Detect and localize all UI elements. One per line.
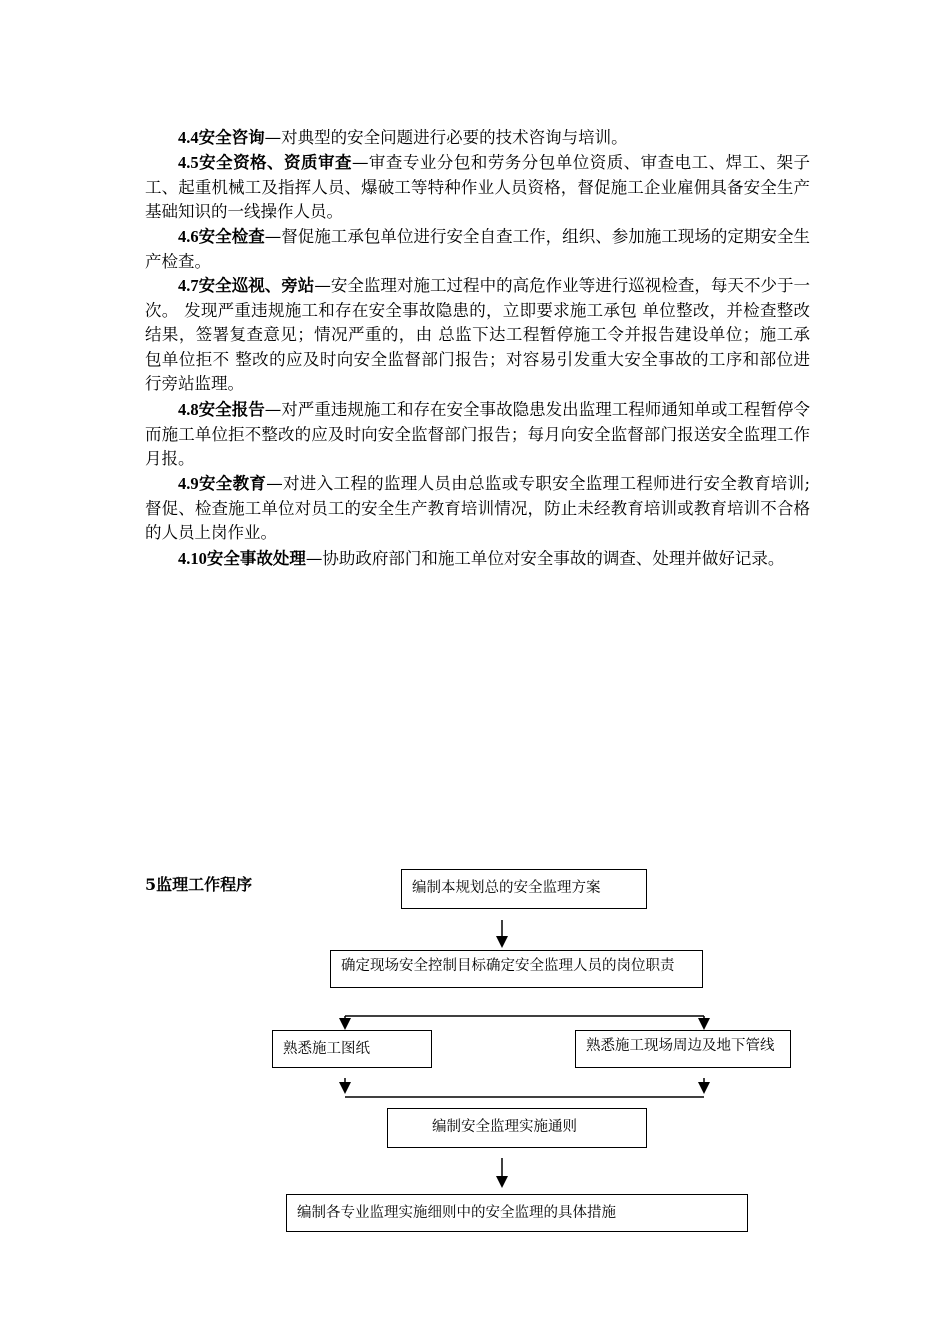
clause-term: 安全巡视、旁站 — [198, 276, 315, 295]
clause-text: —对严重违规施工和存在安全事故隐患发出监理工程师通知单或工程暂停令而施工单位拒不整改的应及时向安全监督部门报告；每月向安全监督部门报送安全监理工作月报。 — [145, 400, 811, 468]
clause-text: —安全监理对施工过程中的高危作业等进行巡视检查，每天不少于一次。 发现严重违规施工和存在安全事故隐患的，立即要求施工承包 单位整改，并检查整改结果，签署复查意见；情况严重的，由 总监下达工程暂停施工令并报告建设单位；施工承包单位拒不 整改的应及时向安全监督部门报告；对容易引发重大安全事故的工序和部位进行旁站监理。 — [145, 276, 811, 393]
clause-number: 4.8 — [178, 400, 199, 419]
clause-number: 4.7 — [178, 276, 199, 295]
clause-number: 4.4 — [178, 128, 199, 147]
clause-number: 4.5 — [178, 153, 199, 172]
section-title: 5监理工作程序 — [145, 875, 253, 894]
flow-step-label: 熟悉施工现场周边及地下管线 — [586, 1038, 775, 1054]
flow-step-4 — [387, 1108, 647, 1148]
flow-step-1 — [401, 869, 647, 909]
clause-term: 安全资格、资质审查 — [198, 153, 352, 172]
clause-text: —协助政府部门和施工单位对安全事故的调查、处理并做好记录。 — [305, 549, 785, 568]
flow-step-3b — [575, 1030, 791, 1068]
clause-term: 安全教育 — [198, 474, 267, 493]
clause-number: 4.9 — [178, 474, 199, 493]
clause-number: 4.10 — [178, 549, 207, 568]
flow-step-2 — [330, 950, 703, 988]
flow-step-label: 熟悉施工图纸 — [283, 1041, 370, 1057]
clause-text: —督促施工承包单位进行安全自查工作，组织、参加施工现场的定期安全生产检查。 — [145, 227, 811, 271]
flow-step-3a — [272, 1030, 432, 1068]
clause-text: —审查专业分包和劳务分包单位资质、审查电工、焊工、架子工、起重机械工及指挥人员、爆破工等特种作业人员资格，督促施工企业雇佣具备安全生产基础知识的一线操作人员。 — [145, 153, 811, 221]
flow-step-label: 确定现场安全控制目标确定安全监理人员的岗位职责 — [341, 958, 675, 974]
flow-step-5 — [286, 1194, 748, 1232]
clause-term: 安全事故处理 — [206, 549, 306, 568]
clause-text: —对进入工程的监理人员由总监或专职安全监理工程师进行安全教育培训;督促、检查施工单位对员工的安全生产教育培训情况，防止未经教育培训或教育培训不合格的人员上岗作业。 — [145, 474, 811, 542]
flow-step-label: 编制各专业监理实施细则中的安全监理的具体措施 — [297, 1205, 616, 1221]
flow-step-label: 编制安全监理实施通则 — [432, 1119, 577, 1135]
flow-step-label: 编制本规划总的安全监理方案 — [412, 880, 601, 896]
clause-term: 安全检查 — [198, 227, 265, 246]
clause-number: 4.6 — [178, 227, 199, 246]
clause-text: —对典型的安全问题进行必要的技术咨询与培训。 — [264, 128, 628, 147]
clause-term: 安全报告 — [198, 400, 265, 419]
clause-term: 安全咨询 — [198, 128, 265, 147]
